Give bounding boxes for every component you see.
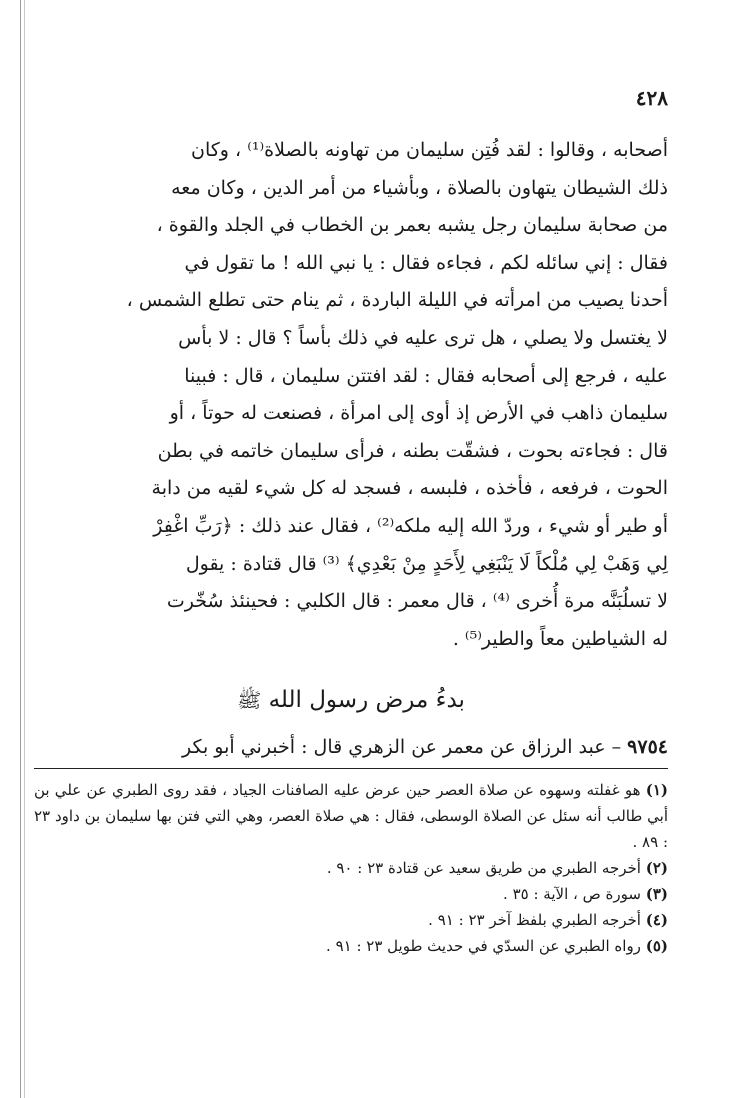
footnote <box>34 933 668 959</box>
footnote-number: (٥) <box>645 937 668 956</box>
footnote <box>34 777 668 855</box>
footnote <box>34 855 668 881</box>
footnote-text: أخرجه الطبري بلفظ آخر ٢٣ : ٩١ . <box>428 911 641 930</box>
footnote-divider <box>34 768 668 769</box>
text-line: سليمان ذاهب في الأرض إذ أوى إلى امرأة ، فصنعت له حوتاً ، أو <box>169 402 668 425</box>
footnote-text: هو غفلته وسهوه عن صلاة العصر حين عرض عليه الصافنات الجياد ، فقد روى الطبري عن علي بن أبي طالب أنه سئل عن الصلاة الوسطى، فقال : هي صلاة العصر، وهي التي فتن بها سليمان بن داود ٢٣ : ٨٩ . <box>34 781 668 852</box>
text-line: عليه ، فرجع إلى أصحابه فقال : لقد افتتن سليمان ، قال : فبينا <box>184 364 668 387</box>
hadith-opening <box>34 730 668 768</box>
text-line: الحوت ، فرفعه ، فأخذه ، فلبسه ، فسجد له كل شيء لقيه من دابة <box>151 477 668 500</box>
text-line: أصحابه ، وقالوا : لقد فُتِن سليمان من تهاونه بالصلاة⁽¹⁾ ، وكان <box>191 139 668 161</box>
binding-edge-line-inner <box>24 0 25 1098</box>
text-line: لا يغتسل ولا يصلي ، هل ترى عليه في ذلك بأساً ؟ قال : لا بأس <box>178 326 668 349</box>
text-line: له الشياطين معاً والطير⁽⁵⁾ . <box>452 627 668 650</box>
footnote-number: (٢) <box>645 859 668 878</box>
text-line: أحدنا يصيب من امرأته في الليلة الباردة ، ثم ينام حتى تطلع الشمس ، <box>126 289 668 312</box>
footnote-number: (٣) <box>645 885 668 904</box>
hadith-opening-text: – عبد الرزاق عن معمر عن الزهري قال : أخبرني أبو بكر <box>181 736 622 759</box>
text-line: أو طير أو شيء ، وردّ الله إليه ملكه⁽²⁾ ، فقال عند ذلك : ﴿رَبِّ اغْفِرْ <box>153 514 668 537</box>
footnotes <box>34 777 668 959</box>
text-line: قال : فجاءته بحوت ، فشقّت بطنه ، فرأى سليمان خاتمه في بطن <box>157 439 668 462</box>
text-line: فقال : إني سائله لكم ، فجاءه فقال : يا نبي الله ! ما تقول في <box>184 251 668 274</box>
footnote-text: أخرجه الطبري من طريق سعيد عن قتادة ٢٣ : ٩٠ . <box>326 859 641 878</box>
binding-edge-line <box>20 0 21 1098</box>
text-line: لِي وَهَبْ لِي مُلْكاً لَا يَنْبَغِي لِأَحَدٍ مِنْ بَعْدِي﴾ ⁽³⁾ قال قتادة : يقول <box>185 552 668 575</box>
footnote-number: (١) <box>645 781 668 800</box>
footnote-text: سورة ص ، الآية : ٣٥ . <box>503 885 641 904</box>
section-heading <box>34 680 668 720</box>
page-number: ٤٢٨ <box>635 86 668 110</box>
hadith-number: ٩٧٥٤ <box>627 736 668 759</box>
text-line: لا تسلُبَنَّه مرة أُخرى ⁽⁴⁾ ، قال معمر : قال الكلبي : فحينئذ سُخّرت <box>166 590 668 613</box>
footnote <box>34 907 668 933</box>
book-page <box>34 84 668 959</box>
footnote <box>34 881 668 907</box>
footnote-number: (٤) <box>645 911 668 930</box>
section-title-text: بدءُ مرض رسول الله <box>268 687 465 714</box>
honorific-glyph: ﷺ <box>237 688 262 713</box>
text-line: من صحابة سليمان رجل يشبه بعمر بن الخطاب في الجلد والقوة ، <box>156 214 668 237</box>
main-text <box>34 132 668 658</box>
text-line: ذلك الشيطان يتهاون بالصلاة ، وبأشياء من أمر الدين ، وكان معه <box>171 176 668 199</box>
footnote-text: رواه الطبري عن السدّي في حديث طويل ٢٣ : ٩١ . <box>326 937 641 956</box>
